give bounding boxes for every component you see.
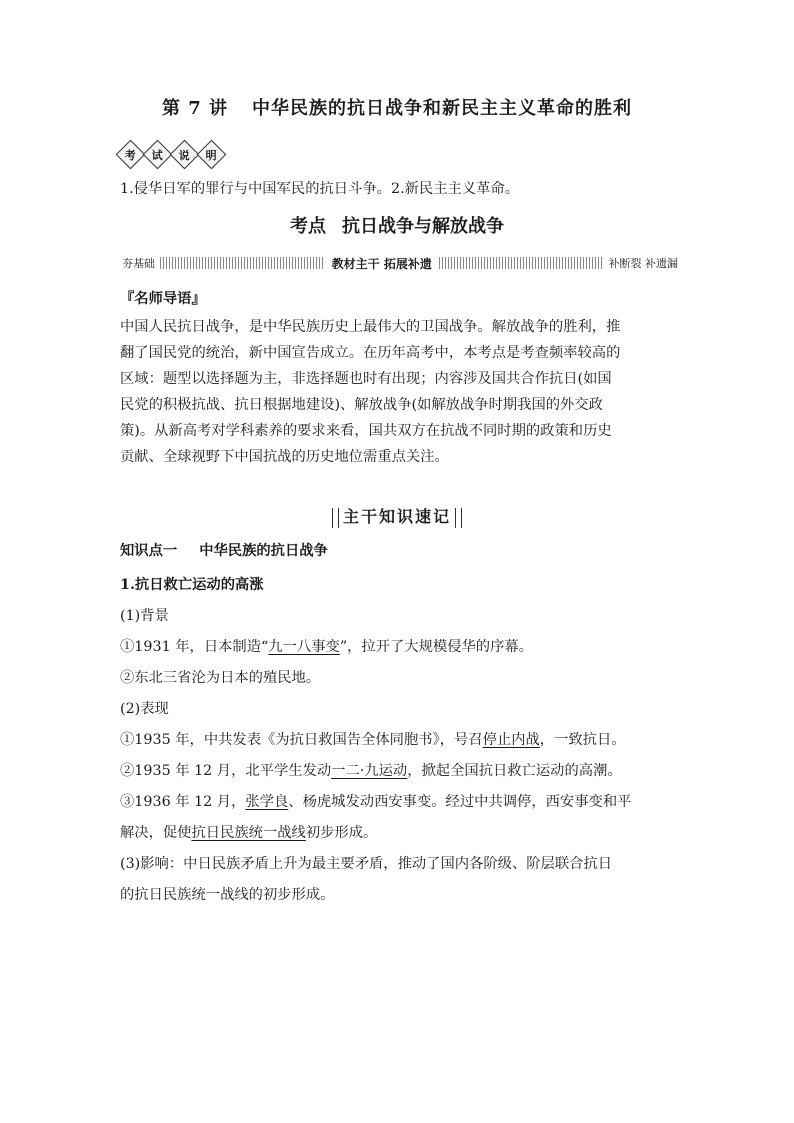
lecture-name: 中华民族的抗日战争和新民主主义革命的胜利 <box>252 98 633 119</box>
section-banner: 夯基础 教材主干 拓展补遗 补断裂 补遗漏 <box>122 256 678 271</box>
key-term: 停止内战 <box>482 732 540 748</box>
key-term: 九一八事变 <box>268 639 340 655</box>
key-term: 抗日民族统一战线 <box>191 825 306 841</box>
knowledge-content: 1.抗日救亡运动的高涨 (1)背景 ①1931 年，日本制造“九一八事变”，拉开了大规模侵华的序幕。 ②东北三省沦为日本的殖民地。 (2)表现 ①1935 年，中共发表《为抗日救国告全体同胞书》，号召停止内战，一致抗日。 ②1935 年 12 月，北平学生发动一二·九运动，掀起全国抗日救亡运动的高潮。 ③1936 年 12 月，张学良、杨虎城发动西安事变。经过中共调停，西安事变和平 解决，促使抗日民族统一战线初步形成。 (3)影响：中日民族矛盾上升为最主要矛盾，推动了国内各阶级、阶层联合抗日 的抗日民族统一战线的初步形成。 <box>120 577 632 903</box>
knowledge-section-heading: 主干知识速记 <box>0 504 794 528</box>
topic-heading: 考点 抗日战争与解放战争 <box>290 216 504 237</box>
exam-description-badge: 考 试 说 明 <box>120 142 228 166</box>
exam-description: 1.侵华日军的罪行与中国军民的抗日斗争。2.新民主主义革命。 <box>120 181 519 197</box>
teacher-intro: 中国人民抗日战争，是中华民族历史上最伟大的卫国战争。解放战争的胜利，推 翻了国民党的统治，新中国宣告成立。在历年高考中，本考点是考查频率较高的 区域：题型以选择题为主，非选择题也时有出现；内容涉及国共合作抗日(如国 民党的积极抗战、抗日根据地建设)、解放战争(如解放战争时期我国的外交政 策)。从新高考对学科素养的要求来看，国共双方在抗战不同时期的政策和历史 贡献、全球视野下中国抗战的历史地位需重点关注。 <box>120 319 621 465</box>
key-term: 一二·九运动 <box>331 763 408 779</box>
teacher-intro-heading: 『名师导语』 <box>120 291 206 307</box>
key-term: 张学良 <box>245 794 289 810</box>
knowledge-point-heading: 知识点一 中华民族的抗日战争 <box>120 543 328 559</box>
lecture-number: 第 7 讲 <box>161 98 229 119</box>
lecture-title <box>0 94 794 120</box>
